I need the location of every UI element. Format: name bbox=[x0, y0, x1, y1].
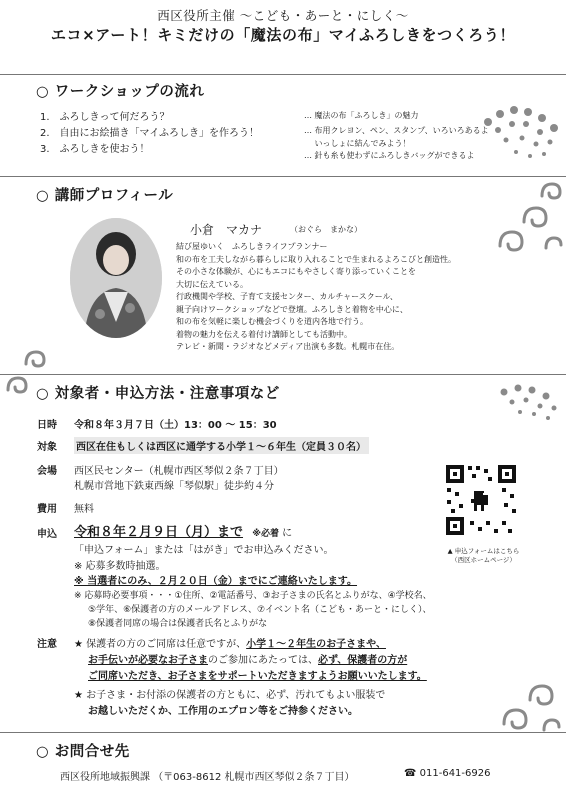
divider bbox=[0, 732, 566, 733]
bio-line: テレビ・新聞・ラジオなどメディア出演も多数。札幌市在住。 bbox=[176, 342, 400, 351]
apply-ni: に bbox=[282, 528, 293, 539]
dot-ornament-icon bbox=[490, 380, 566, 430]
apply-contact-note: ※ 当選者にのみ、２月２０日（金）までにご連絡いたします。 bbox=[74, 576, 358, 587]
flow-note: … 針も糸も使わずにふろしきバッグができるよ bbox=[304, 151, 475, 160]
bio-line: 着物の魅力を伝える着付け講師としても活動中。 bbox=[176, 329, 352, 339]
flow-note: … 魔法の布「ふろしき」の魅力 bbox=[304, 111, 419, 120]
event-subtitle: 西区役所主催 〜こども・あーと・にしく〜 bbox=[157, 8, 409, 23]
instructor-bio bbox=[176, 241, 506, 354]
qr-caption-line: （西区ホームページ） bbox=[451, 556, 516, 564]
divider bbox=[0, 74, 566, 75]
flow-note: いっしょに結んでみよう！ bbox=[304, 139, 411, 148]
qr-caption bbox=[436, 547, 531, 565]
note-line: お越しいただくか、工作用のエプロン等をご持参ください。 bbox=[88, 706, 358, 717]
flow-note: … 布用クレヨン、ペン、スタンプ、いろいろあるよ bbox=[304, 126, 489, 135]
note-text-underlined: 必ず、保護者の方が bbox=[318, 655, 408, 666]
qr-code-icon[interactable] bbox=[444, 463, 518, 537]
note-line bbox=[74, 635, 386, 650]
workshop-heading: ○ ワークショップの流れ bbox=[36, 84, 205, 100]
apply-deadline-line bbox=[74, 521, 292, 540]
notes-label: 注意 bbox=[37, 639, 57, 650]
apply-required-items: ⑧保護者同席の場合は保護者氏名とふりがな bbox=[88, 619, 268, 629]
apply-deadline: 令和８年２月９日（月）まで bbox=[74, 525, 244, 540]
instructor-kana: （おぐら まかな） bbox=[290, 225, 362, 234]
fee-label: 費用 bbox=[37, 504, 57, 515]
flow-item: 3. ふろしきを使おう！ bbox=[40, 144, 150, 155]
bio-line: 結び屋ゆいく ふろしきライフプランナー bbox=[176, 242, 328, 251]
venue-label: 会場 bbox=[37, 466, 57, 477]
date-label: 日時 bbox=[37, 420, 57, 431]
bio-line: 和の布を工夫しながら暮らしに取り入れることで生まれるよろこびと創造性。 bbox=[176, 254, 456, 264]
target-value: 西区在住もしくは西区に通学する小学１〜６年生（定員３０名） bbox=[74, 437, 369, 454]
apply-required-items: ※ 応募時必要事項・・・①住所、②電話番号、③お子さまの氏名とふりがな、④学校名、 bbox=[74, 591, 432, 601]
qr-caption-line: ▲ 申込フォームはこちら bbox=[447, 547, 520, 555]
note-line bbox=[88, 651, 407, 666]
venue-line: 札幌市営地下鉄東西線「琴似駅」徒歩約４分 bbox=[74, 481, 274, 492]
details-heading: ○ 対象者・申込方法・注意事項など bbox=[36, 386, 280, 402]
divider bbox=[0, 374, 566, 375]
flow-item: 2. 自由にお絵描き「マイふろしき」を作ろう！ bbox=[40, 128, 259, 139]
bio-line: 行政機関や学校、子育て支援センター、カルチャースクール、 bbox=[176, 292, 398, 301]
note-text-underlined: 小学１〜２年生のお子さまや、 bbox=[246, 639, 386, 650]
bio-line: 親子向けワークショップなどで登壇。ふろしきと着物を中心に、 bbox=[176, 304, 408, 314]
apply-label: 申込 bbox=[37, 529, 57, 540]
note-text: ★ 保護者の方のご同席は任意ですが、 bbox=[74, 639, 247, 650]
note-text: のご参加にあたっては、 bbox=[208, 655, 318, 666]
instructor-photo bbox=[70, 218, 162, 338]
apply-lottery: ※ 応募多数時抽選。 bbox=[74, 561, 166, 572]
contact-heading: ○ お問合せ先 bbox=[36, 744, 130, 760]
bio-line: 大切に伝えている。 bbox=[176, 279, 248, 289]
bio-line: 和の布を気軽に楽しむ機会づくりを道内各地で行う。 bbox=[176, 317, 368, 326]
bio-line: その小さな体験が、心にもエコにもやさしく寄り添っていくことを bbox=[176, 267, 416, 276]
dot-ornament-icon bbox=[470, 100, 566, 170]
fee-value: 無料 bbox=[74, 504, 94, 515]
instructor-heading: ○ 講師プロフィール bbox=[36, 188, 174, 204]
note-text-underlined: お手伝いが必要なお子さま bbox=[88, 655, 208, 666]
contact-phone[interactable]: ☎ 011-641-6926 bbox=[404, 768, 491, 779]
event-title: エコ×アート！キミだけの「魔法の布」マイふろしきをつくろう！ bbox=[50, 26, 516, 44]
venue-line: 西区民センター（札幌市西区琴似２条７丁目） bbox=[74, 466, 284, 477]
contact-address: 西区役所地域振興課 （〒063-8612 札幌市西区琴似２条７丁目） bbox=[60, 772, 355, 783]
note-line: ご同席いただき、お子さまをサポートいただきますようお願いいたします。 bbox=[88, 671, 427, 682]
swirl-ornament-icon bbox=[486, 660, 566, 740]
instructor-name: 小倉 マカナ bbox=[190, 223, 263, 237]
apply-method: 「申込フォーム」または「はがき」でお申込みください。 bbox=[74, 545, 334, 556]
date-value: 令和８年３月７日（土）13：00 〜 15：30 bbox=[74, 420, 277, 431]
flow-item: 1. ふろしきって何だろう？ bbox=[40, 112, 170, 123]
target-label: 対象 bbox=[37, 442, 57, 453]
note-line: ★ お子さま・お付添の保護者の方ともに、必ず、汚れてもよい服装で bbox=[74, 690, 386, 701]
apply-required: ※必着 bbox=[252, 529, 279, 539]
apply-required-items: ⑤学年、⑥保護者の方のメールアドレス、⑦イベント名（こども・あーと・にしく）、 bbox=[88, 605, 432, 615]
